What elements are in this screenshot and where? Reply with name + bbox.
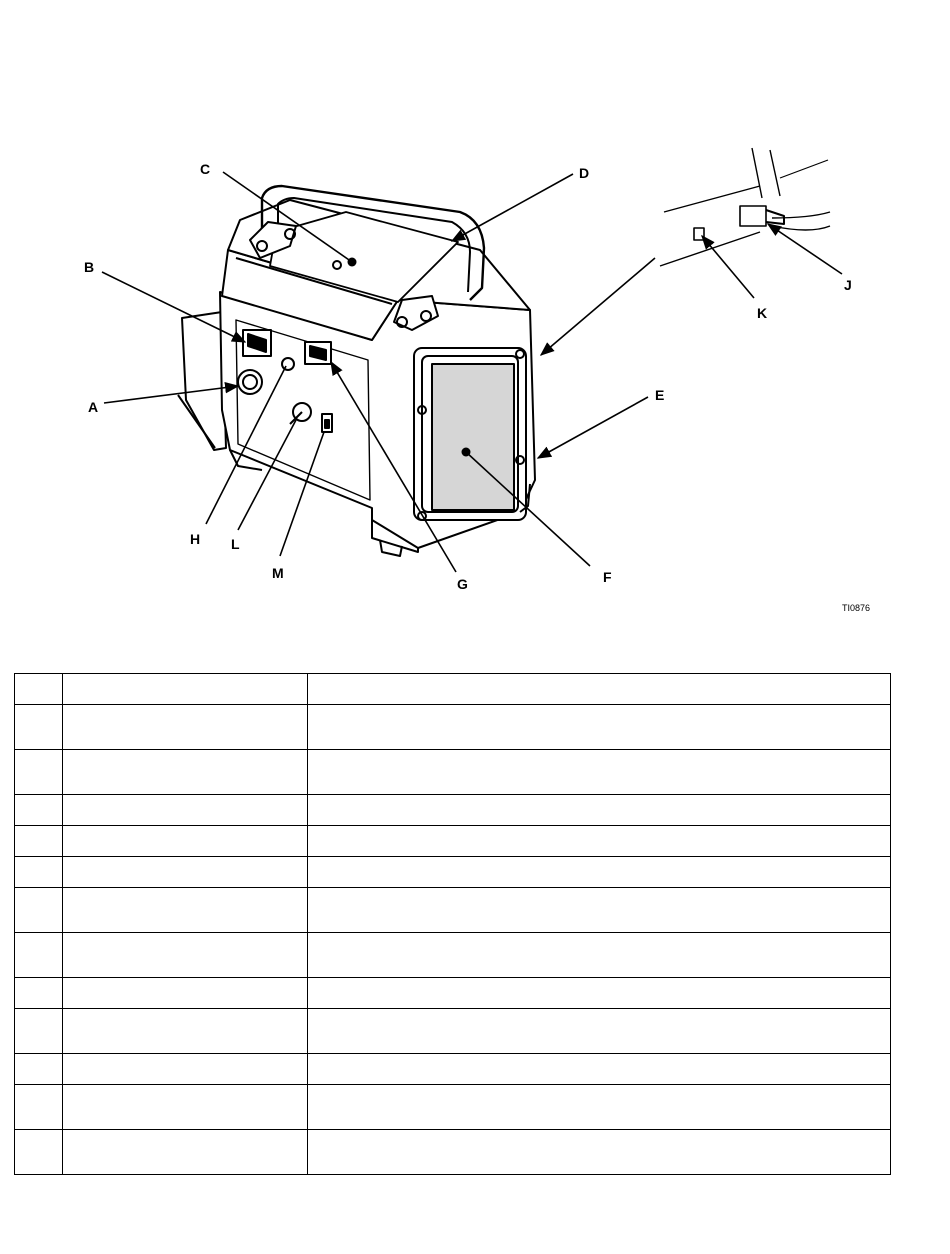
callout-G: G: [457, 576, 468, 592]
table-row: [15, 888, 891, 933]
table-cell-description: [308, 1085, 891, 1130]
table-cell-name: [63, 978, 308, 1009]
table-cell-description: [308, 750, 891, 795]
table-cell-description: [308, 795, 891, 826]
leader-K: [702, 236, 754, 298]
table-cell-name: [63, 1009, 308, 1054]
table-cell-ref: [15, 933, 63, 978]
table-row: [15, 826, 891, 857]
leader-D: [452, 174, 573, 241]
table-cell-ref: [15, 978, 63, 1009]
table-cell-ref: [15, 750, 63, 795]
leader-E-upper: [541, 258, 655, 355]
table-row: [15, 1054, 891, 1085]
callout-A: A: [88, 399, 99, 415]
table-row: [15, 674, 891, 705]
table-row: [15, 933, 891, 978]
table-row: [15, 857, 891, 888]
table-cell-description: [308, 705, 891, 750]
leader-E: [538, 397, 648, 458]
table-cell-name: [63, 705, 308, 750]
table-row: [15, 705, 891, 750]
table-cell-description: [308, 1009, 891, 1054]
pointer-dot-F: [462, 448, 471, 457]
callout-C: C: [200, 161, 211, 177]
table-cell-name: [63, 826, 308, 857]
callout-J: J: [844, 277, 852, 293]
legend-table-body: [15, 674, 891, 1175]
table-row: [15, 1085, 891, 1130]
table-row: [15, 750, 891, 795]
table-row: [15, 795, 891, 826]
table-cell-ref: [15, 674, 63, 705]
table-cell-description: [308, 857, 891, 888]
table-cell-ref: [15, 857, 63, 888]
table-row: [15, 1009, 891, 1054]
table-cell-ref: [15, 826, 63, 857]
table-cell-ref: [15, 888, 63, 933]
table-cell-name: [63, 933, 308, 978]
table-cell-name: [63, 750, 308, 795]
table-cell-description: [308, 826, 891, 857]
table-cell-name: [63, 1085, 308, 1130]
table-cell-name: [63, 888, 308, 933]
pointer-dot-C: [348, 258, 357, 267]
table-cell-description: [308, 888, 891, 933]
table-cell-ref: [15, 1054, 63, 1085]
leader-J: [768, 224, 842, 274]
table-cell-ref: [15, 1085, 63, 1130]
callout-D: D: [579, 165, 590, 181]
table-cell-ref: [15, 795, 63, 826]
table-cell-ref: [15, 1009, 63, 1054]
callout-F: F: [603, 569, 612, 585]
table-row: [15, 1130, 891, 1175]
table-cell-ref: [15, 705, 63, 750]
table-row: [15, 978, 891, 1009]
table-cell-description: [308, 1130, 891, 1175]
figure-id: TI0876: [842, 603, 871, 613]
callout-M: M: [272, 565, 284, 581]
table-cell-description: [308, 1054, 891, 1085]
table-cell-name: [63, 674, 308, 705]
callout-L: L: [231, 536, 240, 552]
callout-B: B: [84, 259, 95, 275]
table-cell-name: [63, 1054, 308, 1085]
callout-K: K: [757, 305, 768, 321]
table-cell-name: [63, 857, 308, 888]
callout-H: H: [190, 531, 201, 547]
component-legend-table: [14, 673, 891, 1175]
table-cell-ref: [15, 1130, 63, 1175]
table-cell-name: [63, 1130, 308, 1175]
table-cell-description: [308, 674, 891, 705]
table-cell-description: [308, 933, 891, 978]
table-cell-description: [308, 978, 891, 1009]
callout-E: E: [655, 387, 665, 403]
table-cell-name: [63, 795, 308, 826]
